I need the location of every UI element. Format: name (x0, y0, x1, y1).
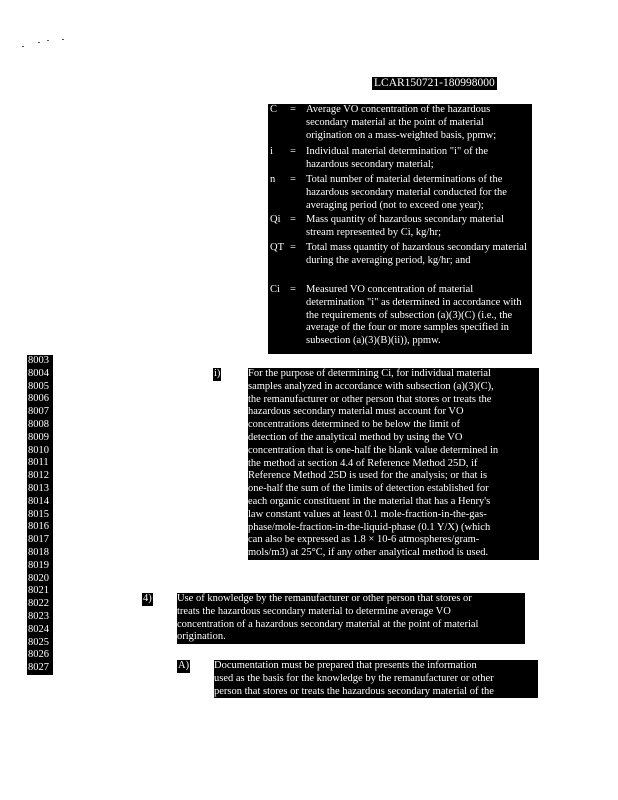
text-line: samples analyzed in accordance with subsection (a)(3)(C), (248, 380, 494, 392)
line-number: 8009 (28, 431, 49, 443)
line-number: 8013 (28, 482, 49, 494)
text-line: Documentation must be prepared that presents the information (214, 660, 477, 671)
definition-text: Total number of material determinations of the hazardous secondary material conducted for the averaging period (not to exceed one year); (306, 174, 507, 211)
text-line: hazardous secondary material must account for VO (248, 406, 464, 418)
line-number: 8011 (28, 457, 49, 469)
definition-equals: = (290, 104, 296, 115)
text-line: each organic constituent in the material that has a Henry's (248, 495, 491, 507)
definition-text: Average VO concentration of the hazardous secondary material at the point of material origination on a mass-weighted basis, ppmw; (306, 104, 497, 141)
definition-equals: = (290, 174, 296, 185)
text-line: law constant values at least 0.1 mole-fraction-in-the-gas- (248, 508, 487, 520)
text-line: Reference Method 25D is used for the analysis; or that is (248, 470, 488, 482)
subsection-marker-4: 4) (143, 593, 152, 604)
text-line: detection of the analytical method by using the VO (248, 431, 463, 443)
line-number: 8026 (28, 649, 49, 661)
line-number: 8003 (28, 355, 49, 366)
text-line: mols/m3) at 25°C, if any other analytical method is used. (248, 547, 489, 559)
definitions-block (268, 104, 532, 354)
line-number: 8008 (28, 418, 49, 430)
subsection-4-text (177, 593, 525, 644)
definition-equals: = (290, 214, 296, 225)
definition-equals: = (290, 284, 296, 295)
definition-text: Total mass quantity of hazardous secondary material during the averaging period, kg/hr; and (306, 242, 527, 266)
definition-text: Individual material determination "i" of the hazardous secondary material; (306, 146, 489, 170)
text-line: can also be expressed as 1.8 × 10-6 atmospheres/gram- (248, 534, 480, 546)
line-number: 8016 (28, 521, 49, 533)
text-line: the method at section 4.4 of Reference Method 25D, if (248, 457, 478, 469)
line-number: 8005 (28, 380, 49, 392)
line-number: 8021 (28, 585, 49, 597)
subsection-marker-i: i) (214, 368, 221, 379)
definition-symbol: Ci (270, 284, 280, 295)
line-number: 8004 (28, 367, 49, 379)
text-line: Use of knowledge by the remanufacturer or other person that stores or (177, 593, 472, 604)
line-number: 8012 (28, 470, 49, 482)
definition-symbol: i (270, 146, 273, 157)
line-number: 8015 (28, 508, 49, 520)
definition-symbol: C̄ (270, 104, 278, 115)
definition-equals: = (290, 146, 296, 157)
definition-symbol: QT (270, 242, 284, 253)
scan-speck (22, 46, 24, 47)
line-number: 8010 (28, 444, 49, 456)
line-numbers (27, 355, 53, 675)
line-number: 8022 (28, 598, 49, 610)
text-line: phase/mole-fraction-in-the-liquid-phase (0.1 Y/X) (which (248, 521, 491, 533)
document-id: LCAR150721-180998000 (374, 77, 495, 89)
text-line: concentration that is one-half the blank value determined in (248, 444, 499, 456)
text-line: treats the hazardous secondary material to determine average VO (177, 605, 451, 617)
definition-equals: = (290, 242, 296, 253)
text-line: concentration of a hazardous secondary material at the point of material (177, 618, 479, 630)
text-line: person that stores or treats the hazardous secondary material of the (214, 685, 494, 697)
definition-symbol: Qi (270, 214, 281, 225)
line-number: 8018 (28, 546, 49, 558)
text-line: the remanufacturer or other person that stores or treats the (248, 393, 492, 405)
line-number: 8006 (28, 393, 49, 405)
line-number: 8025 (28, 636, 49, 648)
text-line: For the purpose of determining Ci, for individual material (248, 368, 491, 379)
line-number: 8019 (28, 559, 49, 571)
line-number: 8024 (28, 623, 49, 635)
text-line: used as the basis for the knowledge by the remanufacturer or other (214, 672, 494, 684)
definition-symbol: n (270, 174, 276, 185)
line-number: 8007 (28, 406, 49, 418)
text-line: one-half the sum of the limits of detection established for (248, 483, 489, 495)
text-line: concentrations determined to be below the limit of (248, 419, 460, 431)
scan-speck (62, 39, 64, 40)
subsection-A-text (214, 660, 538, 698)
line-number: 8017 (28, 534, 49, 546)
line-number: 8020 (28, 572, 49, 584)
line-number: 8014 (28, 495, 49, 507)
subsection-marker-A: A) (178, 660, 190, 671)
text-line: origination. (177, 631, 226, 643)
definition-text: Mass quantity of hazardous secondary material stream represented by Ci, kg/hr; (306, 214, 504, 238)
scan-speck (47, 40, 49, 41)
scan-speck (38, 42, 40, 43)
line-number: 8027 (28, 662, 49, 674)
line-number: 8023 (28, 610, 49, 622)
subsection-i-text (248, 368, 539, 560)
definition-text: Measured VO concentration of material determination "i" as determined in accordance with the requirements of subsection (a)(3)(C) (i.e., the average of the four or more samples specified in subsection (a)(3)(B)(ii)), ppmw. (306, 284, 522, 347)
